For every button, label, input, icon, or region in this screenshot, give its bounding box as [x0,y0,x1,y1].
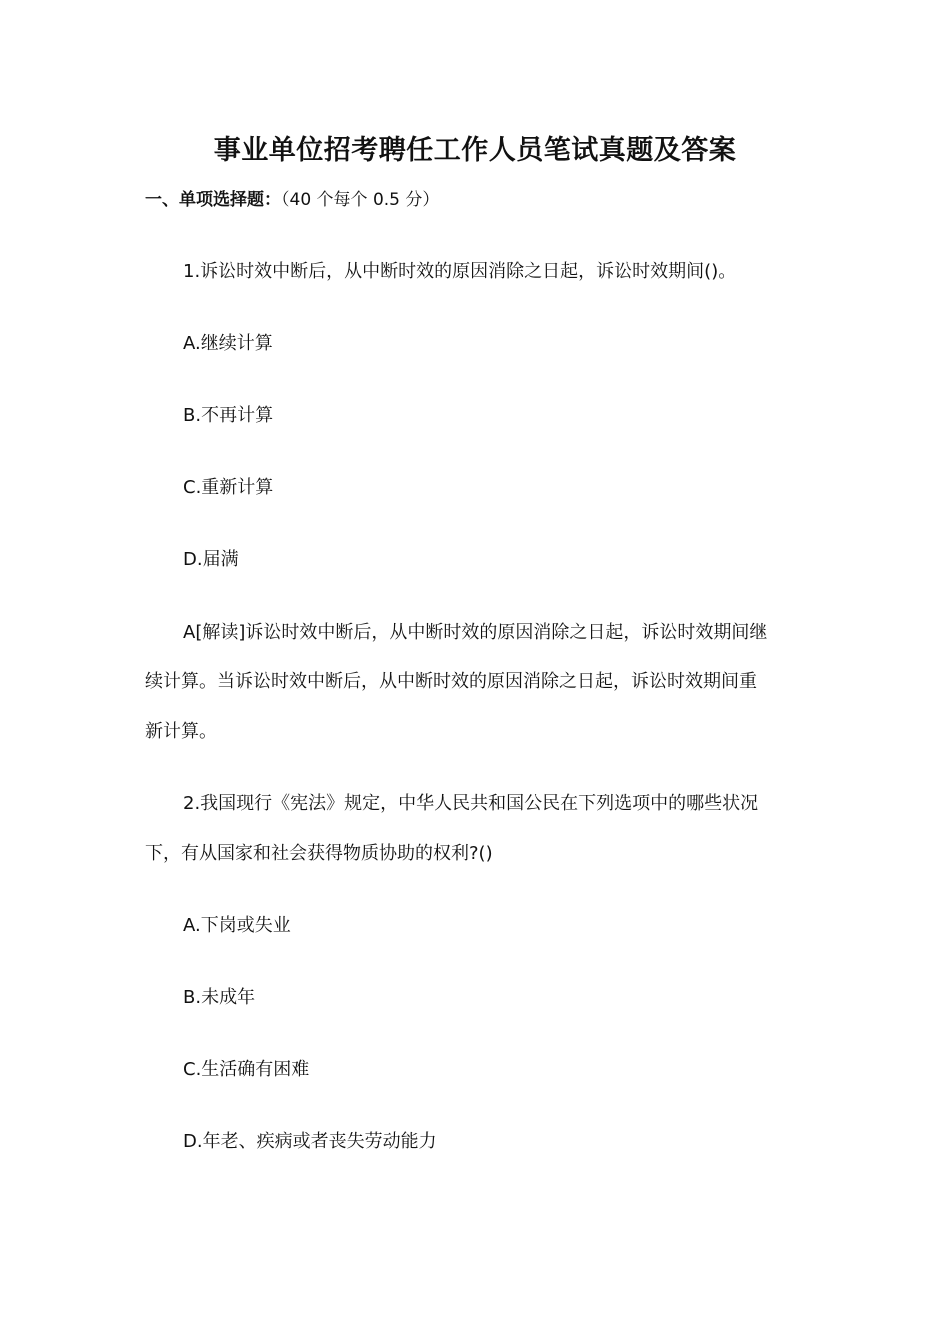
question-1-option-b: B.不再计算 [183,405,274,426]
question-1-option-d: D.届满 [183,549,239,570]
section-heading [145,186,439,214]
question-1-option-a: A.继续计算 [183,333,273,354]
section-note: （40 个每个 0.5 分） [281,190,440,210]
question-2-option-c: C.生活确有困难 [183,1059,310,1080]
question-1-explanation-line-1: A[解读]诉讼时效中断后，从中断时效的原因消除之日起，诉讼时效期间继 [183,622,768,643]
question-2-stem-line-2: 下，有从国家和社会获得物质协助的权利?() [145,843,493,864]
question-1-explanation-line-2: 续计算。当诉讼时效中断后，从中断时效的原因消除之日起，诉讼时效期间重 [145,671,757,692]
question-2-stem-line-1: 2.我国现行《宪法》规定，中华人民共和国公民在下列选项中的哪些状况 [183,793,759,814]
question-1-stem: 1.诉讼时效中断后，从中断时效的原因消除之日起，诉讼时效期间()。 [183,261,737,282]
question-2-option-b: B.未成年 [183,987,256,1008]
section-label: 一、单项选择题： [145,190,281,210]
question-1-option-c: C.重新计算 [183,477,274,498]
question-2-option-d: D.年老、疾病或者丧失劳动能力 [183,1131,437,1152]
document-title: 事业单位招考聘任工作人员笔试真题及答案 [213,135,737,166]
question-1-explanation-line-3: 新计算。 [145,721,217,742]
question-2-option-a: A.下岗或失业 [183,915,291,936]
